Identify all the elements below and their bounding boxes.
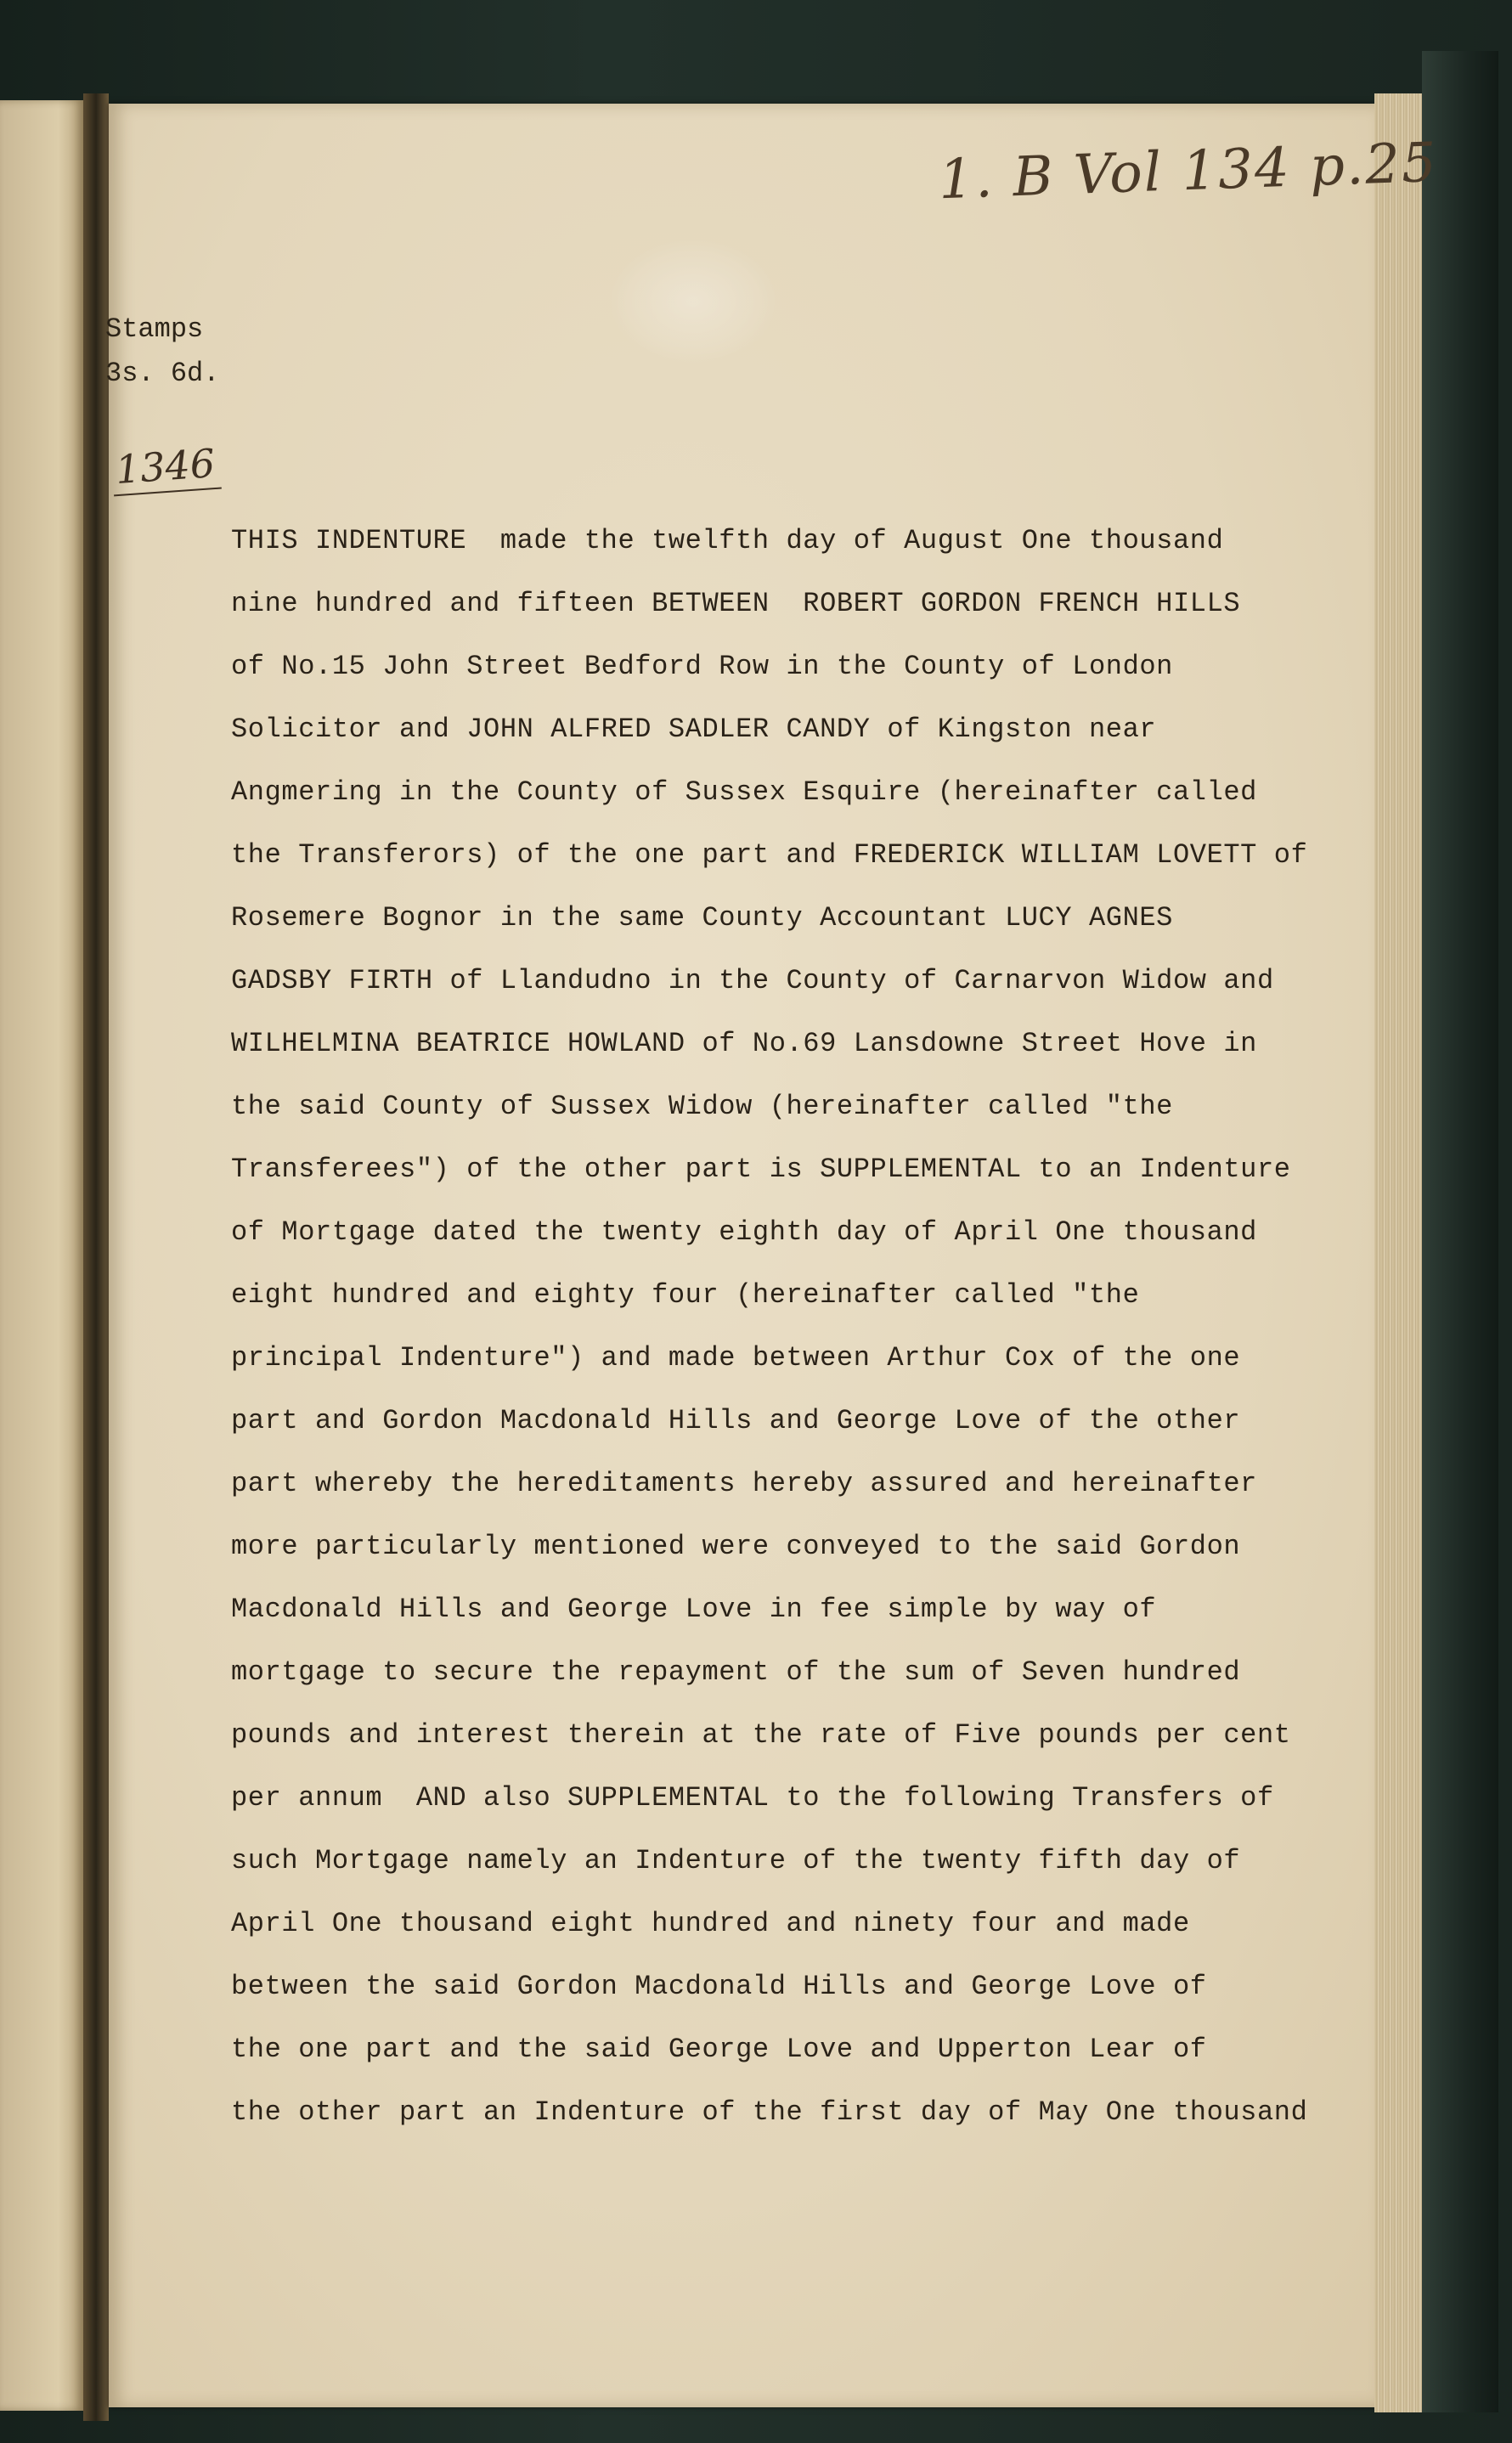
text-line: THIS INDENTURE made the twelfth day of August One thousand xyxy=(231,525,1224,556)
text-line: Transferees") of the other part is SUPPLEMENTAL to an Indenture xyxy=(231,1154,1291,1185)
book-gutter xyxy=(83,93,109,2421)
text-line: eight hundred and eighty four (hereinafter called "the xyxy=(231,1279,1140,1311)
text-line: mortgage to secure the repayment of the sum of Seven hundred xyxy=(231,1656,1241,1688)
text-line: principal Indenture") and made between Arthur Cox of the one xyxy=(231,1342,1241,1374)
text-line: April One thousand eight hundred and ninety four and made xyxy=(231,1908,1190,1939)
text-line: part whereby the hereditaments hereby assured and hereinafter xyxy=(231,1468,1257,1499)
text-line: pounds and interest therein at the rate of Five pounds per cent xyxy=(231,1719,1291,1751)
indenture-text xyxy=(231,510,1335,2144)
text-line: the other part an Indenture of the first day of May One thousand xyxy=(231,2096,1308,2128)
text-line: Macdonald Hills and George Love in fee simple by way of xyxy=(231,1594,1157,1625)
text-line: WILHELMINA BEATRICE HOWLAND of No.69 Lansdowne Street Hove in xyxy=(231,1028,1257,1059)
text-line: the one part and the said George Love and Upperton Lear of xyxy=(231,2034,1207,2065)
embossed-seal xyxy=(608,238,778,365)
text-line: of Mortgage dated the twenty eighth day of April One thousand xyxy=(231,1216,1257,1248)
text-line: Solicitor and JOHN ALFRED SADLER CANDY of Kingston near xyxy=(231,714,1157,745)
folio-number: 1346 xyxy=(110,440,222,497)
stamps-value: 3s. 6d. xyxy=(105,358,220,389)
book-binding xyxy=(1422,51,1498,2412)
text-line: part and Gordon Macdonald Hills and George Love of the other xyxy=(231,1405,1241,1436)
volume-reference: 1. B Vol 134 p.25 xyxy=(937,131,1439,212)
left-page-edge xyxy=(0,100,83,2411)
text-line: of No.15 John Street Bedford Row in the County of London xyxy=(231,651,1173,682)
text-line: more particularly mentioned were conveyed to the said Gordon xyxy=(231,1531,1241,1562)
text-line: between the said Gordon Macdonald Hills and George Love of xyxy=(231,1971,1207,2002)
text-line: GADSBY FIRTH of Llandudno in the County of Carnarvon Widow and xyxy=(231,965,1274,996)
stamps-note xyxy=(105,307,219,396)
text-line: the said County of Sussex Widow (hereinafter called "the xyxy=(231,1091,1173,1122)
text-line: nine hundred and fifteen BETWEEN ROBERT GORDON FRENCH HILLS xyxy=(231,588,1241,619)
text-line: Angmering in the County of Sussex Esquire (hereinafter called xyxy=(231,776,1257,808)
stamps-label: Stamps xyxy=(105,313,204,345)
text-line: such Mortgage namely an Indenture of the twenty fifth day of xyxy=(231,1845,1241,1876)
text-line: the Transferors) of the one part and FREDERICK WILLIAM LOVETT of xyxy=(231,839,1308,871)
text-line: per annum AND also SUPPLEMENTAL to the following Transfers of xyxy=(231,1782,1274,1814)
text-line: Rosemere Bognor in the same County Accountant LUCY AGNES xyxy=(231,902,1173,934)
page-stack-edges xyxy=(1374,93,1422,2412)
